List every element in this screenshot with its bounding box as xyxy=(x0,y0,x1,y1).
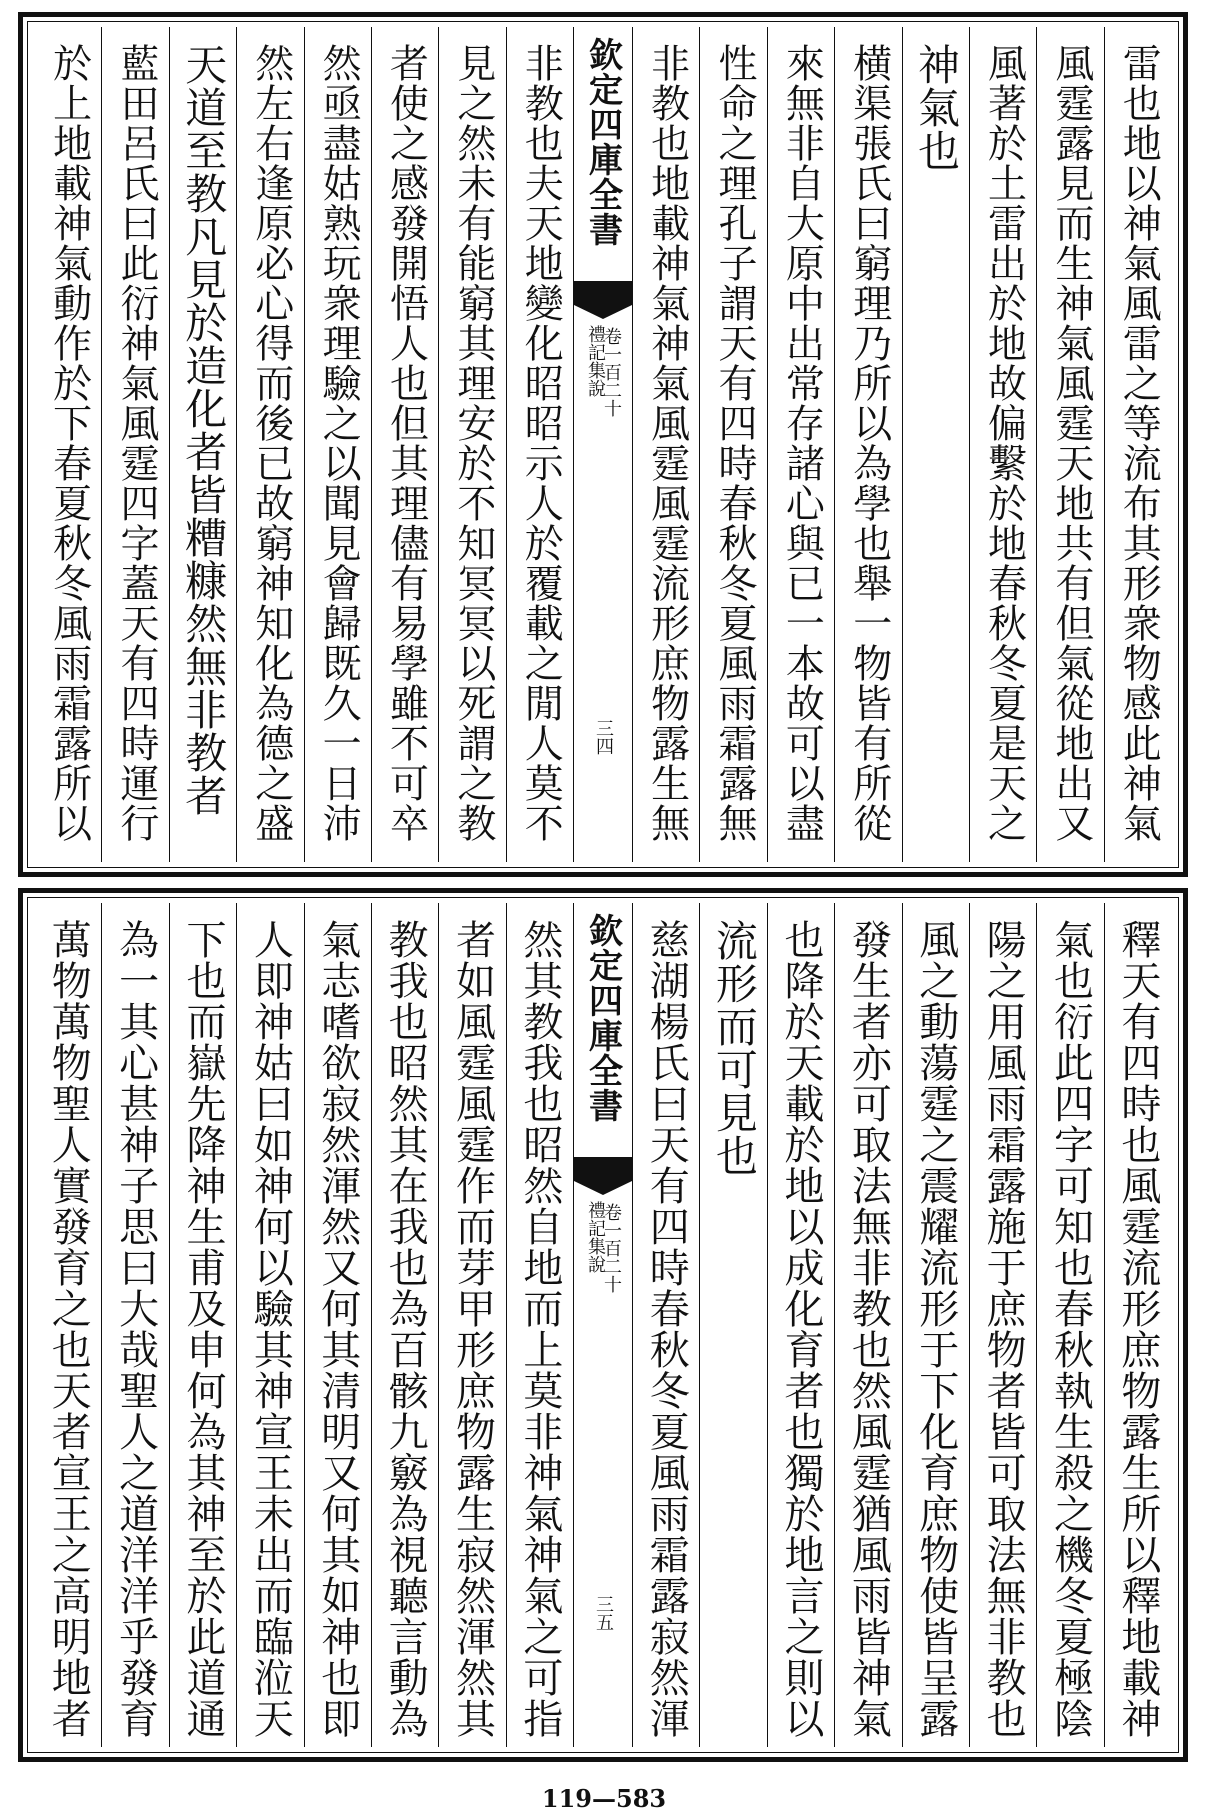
text-column xyxy=(371,903,438,1747)
column-text: 神氣也 xyxy=(911,43,961,172)
column-text: 者使之感發開悟人也但其理儘有易學雖不可卒 xyxy=(383,43,429,843)
library-title: 欽定四庫全書 xyxy=(582,37,623,247)
leaf-number: 三四 xyxy=(593,719,614,755)
column-text: 也降於天載於地以成化育者也獨於地言之則以 xyxy=(777,919,824,1739)
text-column xyxy=(101,903,168,1747)
text-column xyxy=(699,27,766,862)
text-column xyxy=(371,27,438,862)
text-column xyxy=(304,27,371,862)
column-text: 慈湖楊氏曰天有四時春秋冬夏風雨霜露寂然渾 xyxy=(643,919,690,1739)
column-text: 陽之用風雨霜露施于庶物者皆可取法無非教也 xyxy=(980,919,1027,1739)
column-text: 發生者亦可取法無非教也然風霆猶風雨皆神氣 xyxy=(845,919,892,1739)
bottom-page-columns xyxy=(35,903,1171,1747)
fishtail-mark-icon xyxy=(574,281,632,305)
text-column xyxy=(767,27,834,862)
column-text: 天道至教凡見於造化者皆糟糠然無非教者 xyxy=(179,43,229,817)
column-text: 人即神姑曰如神何以驗其神宣王未出而臨涖天 xyxy=(247,919,294,1739)
page-number-footer: 119—583 xyxy=(541,1784,667,1813)
text-column xyxy=(101,27,168,862)
text-column xyxy=(969,27,1036,862)
volume-label: 卷一百二十 xyxy=(601,327,622,417)
column-text: 流形而可見也 xyxy=(709,919,759,1177)
column-text: 教我也昭然其在我也為百骸九竅為視聽言動為 xyxy=(382,919,429,1739)
text-column xyxy=(969,903,1036,1747)
text-column xyxy=(767,903,834,1747)
column-text: 見之然未有能窮其理安於不知冥冥以死謂之教 xyxy=(450,43,496,843)
text-column xyxy=(169,27,236,862)
fishtail-mark-icon xyxy=(574,1157,632,1181)
book-title: 禮記集說 xyxy=(585,325,606,397)
text-column xyxy=(236,903,303,1747)
text-column xyxy=(35,27,101,862)
text-column xyxy=(1036,903,1103,1747)
column-text: 風著於土雷出於地故偏繫於地春秋冬夏是天之 xyxy=(981,43,1027,843)
library-title: 欽定四庫全書 xyxy=(582,913,623,1123)
text-column xyxy=(438,903,505,1747)
text-column xyxy=(632,903,699,1747)
column-text: 横渠張氏曰窮理乃所以為學也舉一物皆有所從 xyxy=(846,43,892,843)
column-text: 然其教我也昭然自地而上莫非神氣神氣之可指 xyxy=(516,919,563,1739)
text-column xyxy=(834,27,901,862)
column-text: 氣也衍此四字可知也春秋執生殺之機冬夏極陰 xyxy=(1047,919,1094,1739)
text-column xyxy=(902,903,969,1747)
text-column xyxy=(834,903,901,1747)
column-text: 雷也地以神氣風雷之等流布其形衆物感此神氣 xyxy=(1116,43,1162,843)
leaf-number: 三五 xyxy=(593,1595,614,1631)
column-text: 然亟盡姑熟玩衆理驗之以聞見會歸既久一日沛 xyxy=(316,43,362,843)
text-column xyxy=(1036,27,1103,862)
column-text: 非教也夫天地變化昭昭示人於覆載之閒人莫不 xyxy=(518,43,564,843)
text-column xyxy=(438,27,505,862)
text-column xyxy=(699,903,766,1747)
volume-label: 卷一百二十 xyxy=(601,1203,622,1293)
column-text: 釋天有四時也風霆流形庶物露生所以釋地載神 xyxy=(1114,919,1161,1739)
text-column xyxy=(632,27,699,862)
column-text: 者如風霆風霆作而芽甲形庶物露生寂然渾然其 xyxy=(449,919,496,1739)
column-text: 性命之理孔子謂天有四時春秋冬夏風雨霜露無 xyxy=(711,43,757,843)
column-text: 萬物萬物聖人實發育之也天者宣王之高明地者 xyxy=(45,919,92,1739)
text-column xyxy=(506,27,573,862)
column-text: 然左右逢原必心得而後已故窮神知化為德之盛 xyxy=(248,43,294,843)
text-column xyxy=(236,27,303,862)
bottom-page-panel xyxy=(18,888,1188,1762)
column-text: 於上地載神氣動作於下春夏秋冬風雨霜露所以 xyxy=(46,43,92,843)
book-title: 禮記集說 xyxy=(585,1201,606,1273)
text-column xyxy=(1104,27,1171,862)
text-column xyxy=(169,903,236,1747)
column-text: 為一其心甚神子思曰大哉聖人之道洋洋乎發育 xyxy=(112,919,159,1739)
column-text: 氣志嗜欲寂然渾然又何其清明又何其如神也即 xyxy=(314,919,361,1739)
text-column xyxy=(1104,903,1171,1747)
column-text: 來無非自大原中出常存諸心與已一本故可以盡 xyxy=(779,43,825,843)
top-page-panel xyxy=(18,12,1188,877)
column-text: 非教也地載神氣神氣風霆風霆流形庶物露生無 xyxy=(644,43,690,843)
column-text: 下也而嶽先降神生甫及申何為其神至於此道通 xyxy=(179,919,226,1739)
column-text: 藍田呂氏曰此衍神氣風霆四字蓋天有四時運行 xyxy=(113,43,159,843)
text-column xyxy=(304,903,371,1747)
center-gutter xyxy=(573,903,632,1747)
text-column xyxy=(506,903,573,1747)
column-text: 風之動蕩霆之震耀流形于下化育庶物使皆呈露 xyxy=(912,919,959,1739)
center-gutter xyxy=(573,27,632,862)
text-column xyxy=(902,27,969,862)
top-page-columns xyxy=(35,27,1171,862)
column-text: 風霆露見而生神氣風霆天地共有但氣從地出又 xyxy=(1048,43,1094,843)
text-column xyxy=(35,903,101,1747)
